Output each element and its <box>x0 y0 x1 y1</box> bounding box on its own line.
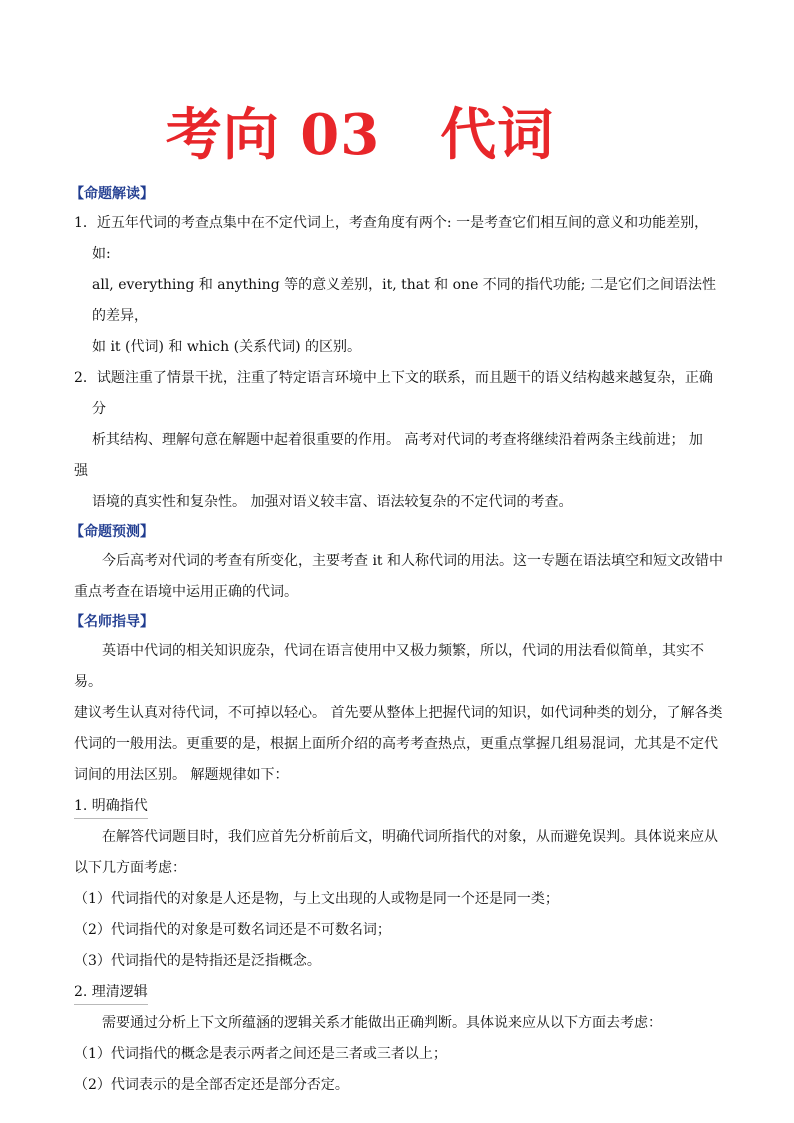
interpretation-point-1 <box>74 208 726 270</box>
list-item: （2）代词指代的对象是可数名词还是不可数名词； <box>74 922 391 938</box>
text-line: 如 it (代词) 和 which (关系代词) 的区别。 <box>92 339 361 355</box>
document-body <box>70 180 726 1101</box>
text-line: 词间的用法区别。 解题规律如下： <box>74 767 289 783</box>
text-line: 英语中代词的相关知识庞杂，代词在语言使用中又极力频繁，所以，代词的用法看似简单，其实不易。 <box>74 643 704 690</box>
point-number: 1． <box>74 215 97 231</box>
text-line: 强 <box>74 463 88 479</box>
text-line: 代词的一般用法。更重要的是，根据上面所介绍的高考考查热点，更重点掌握几组易混词，尤其是不定代 <box>74 736 718 752</box>
text-line: 建议考生认真对待代词，不可掉以轻心。 首先要从整体上把握代词的知识，如代词种类的划分，了解各类 <box>74 705 723 721</box>
section-heading-interpretation: 【命题解读】 <box>70 186 154 202</box>
interpretation-point-2 <box>74 363 726 425</box>
text-line: 需要通过分析上下文所蕴涵的逻辑关系才能做出正确判断。具体说来应从以下方面去考虑： <box>102 1015 662 1031</box>
subsection-title-clarify-reference: 1. 明确指代 <box>74 794 148 819</box>
text-line: 析其结构、理解句意在解题中起着很重要的作用。 高考对代词的考查将继续沿着两条主线前进； 加 <box>92 432 703 448</box>
section-heading-prediction: 【命题预测】 <box>70 524 154 540</box>
subsection-2 <box>74 977 726 1008</box>
text-line: 在解答代词题目时，我们应首先分析前后文，明确代词所指代的对象，从而避免误判。具体说来应从 <box>102 829 718 845</box>
text-line: 近五年代词的考查点集中在不定代词上，考查角度有两个: 一是考查它们相互间的意义和功能差别，如: <box>92 215 709 262</box>
text-line: 语境的真实性和复杂性。 加强对语义较丰富、语法较复杂的不定代词的考查。 <box>92 494 573 510</box>
text-line: all, everything 和 anything 等的意义差别，it, that 和 one 不同的指代功能; 二是它们之间语法性的差异， <box>92 277 716 324</box>
text-line: 试题注重了情景干扰，注重了特定语言环境中上下文的联系，而且题干的语义结构越来越复杂，正确分 <box>92 370 713 417</box>
list-item: （2）代词表示的是全部否定还是部分否定。 <box>74 1077 349 1093</box>
list-item: （3）代词指代的是特指还是泛指概念。 <box>74 953 321 969</box>
subsection-title-clarify-logic: 2. 理清逻辑 <box>74 980 148 1005</box>
title-part-2: 代词 <box>440 102 555 168</box>
text-line: 今后高考对代词的考查有所变化，主要考查 it 和人称代词的用法。这一专题在语法填空和短文改错中 <box>102 553 724 569</box>
subsection-1 <box>74 791 726 822</box>
page-title <box>0 100 720 170</box>
list-item: （1）代词指代的概念是表示两者之间还是三者或三者以上； <box>74 1046 447 1062</box>
point-number: 2． <box>74 370 97 386</box>
title-part-1: 考向 03 <box>165 102 381 168</box>
section-heading-guidance: 【名师指导】 <box>70 614 154 630</box>
text-line: 以下几方面考虑： <box>74 860 186 876</box>
list-item: （1）代词指代的对象是人还是物，与上文出现的人或物是同一个还是同一类； <box>74 891 559 907</box>
text-line: 重点考查在语境中运用正确的代词。 <box>74 584 298 600</box>
